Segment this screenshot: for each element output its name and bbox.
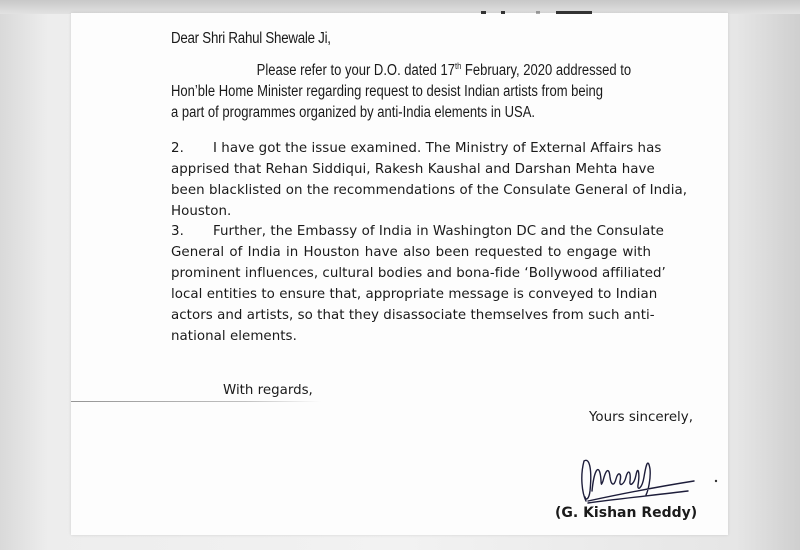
paragraph-3-line: General of India in Houston have also been requested to engage with xyxy=(171,245,651,260)
cropped-date-fragment xyxy=(461,11,596,17)
paragraph-3-line xyxy=(171,221,664,242)
paragraph-number: 2. xyxy=(171,141,184,156)
sign-off: Yours sincerely, xyxy=(589,410,693,425)
signer-name: (G. Kishan Reddy) xyxy=(555,505,698,521)
paragraph-2-line: Houston. xyxy=(171,204,232,219)
paragraph-3-line: prominent influences, cultural bodies and bona-fide ‘Bollywood affiliated’ xyxy=(171,266,666,281)
paragraph-2-line: apprised that Rehan Siddiqui, Rakesh Kaushal and Darshan Mehta have xyxy=(171,162,655,177)
letter-page xyxy=(71,13,728,535)
paragraph-3 xyxy=(171,221,666,347)
text-run: Please refer to your D.O. dated 17 xyxy=(256,62,455,79)
paragraph-1-line xyxy=(171,60,658,81)
paragraph-1 xyxy=(171,60,658,123)
ordinal-superscript: th xyxy=(454,61,462,71)
paragraph-number: 3. xyxy=(171,224,184,239)
paragraph-3-line: local entities to ensure that, appropriate message is conveyed to Indian xyxy=(171,287,658,302)
text-run: I have got the issue examined. The Ministry of External Affairs has xyxy=(213,141,662,156)
paragraph-1-line: Hon’ble Home Minister regarding request to desist Indian artists from being xyxy=(171,83,604,100)
paper-fold-line xyxy=(71,401,321,402)
paragraph-3-line: actors and artists, so that they disassociate themselves from such anti- xyxy=(171,308,655,323)
signature-image xyxy=(576,451,726,506)
text-run: February, 2020 addressed to xyxy=(461,62,632,79)
paragraph-2-line xyxy=(171,138,662,159)
salutation: Dear Shri Rahul Shewale Ji, xyxy=(171,30,331,47)
paragraph-2-line: been blacklisted on the recommendations of the Consulate General of India, xyxy=(171,183,688,198)
text-run: Further, the Embassy of India in Washington DC and the Consulate xyxy=(213,224,664,239)
photo-background-top xyxy=(0,0,800,14)
closing-regards: With regards, xyxy=(223,383,313,398)
paragraph-2 xyxy=(171,138,688,222)
paragraph-1-line: a part of programmes organized by anti-India elements in USA. xyxy=(171,104,536,121)
paragraph-3-line: national elements. xyxy=(171,329,297,344)
